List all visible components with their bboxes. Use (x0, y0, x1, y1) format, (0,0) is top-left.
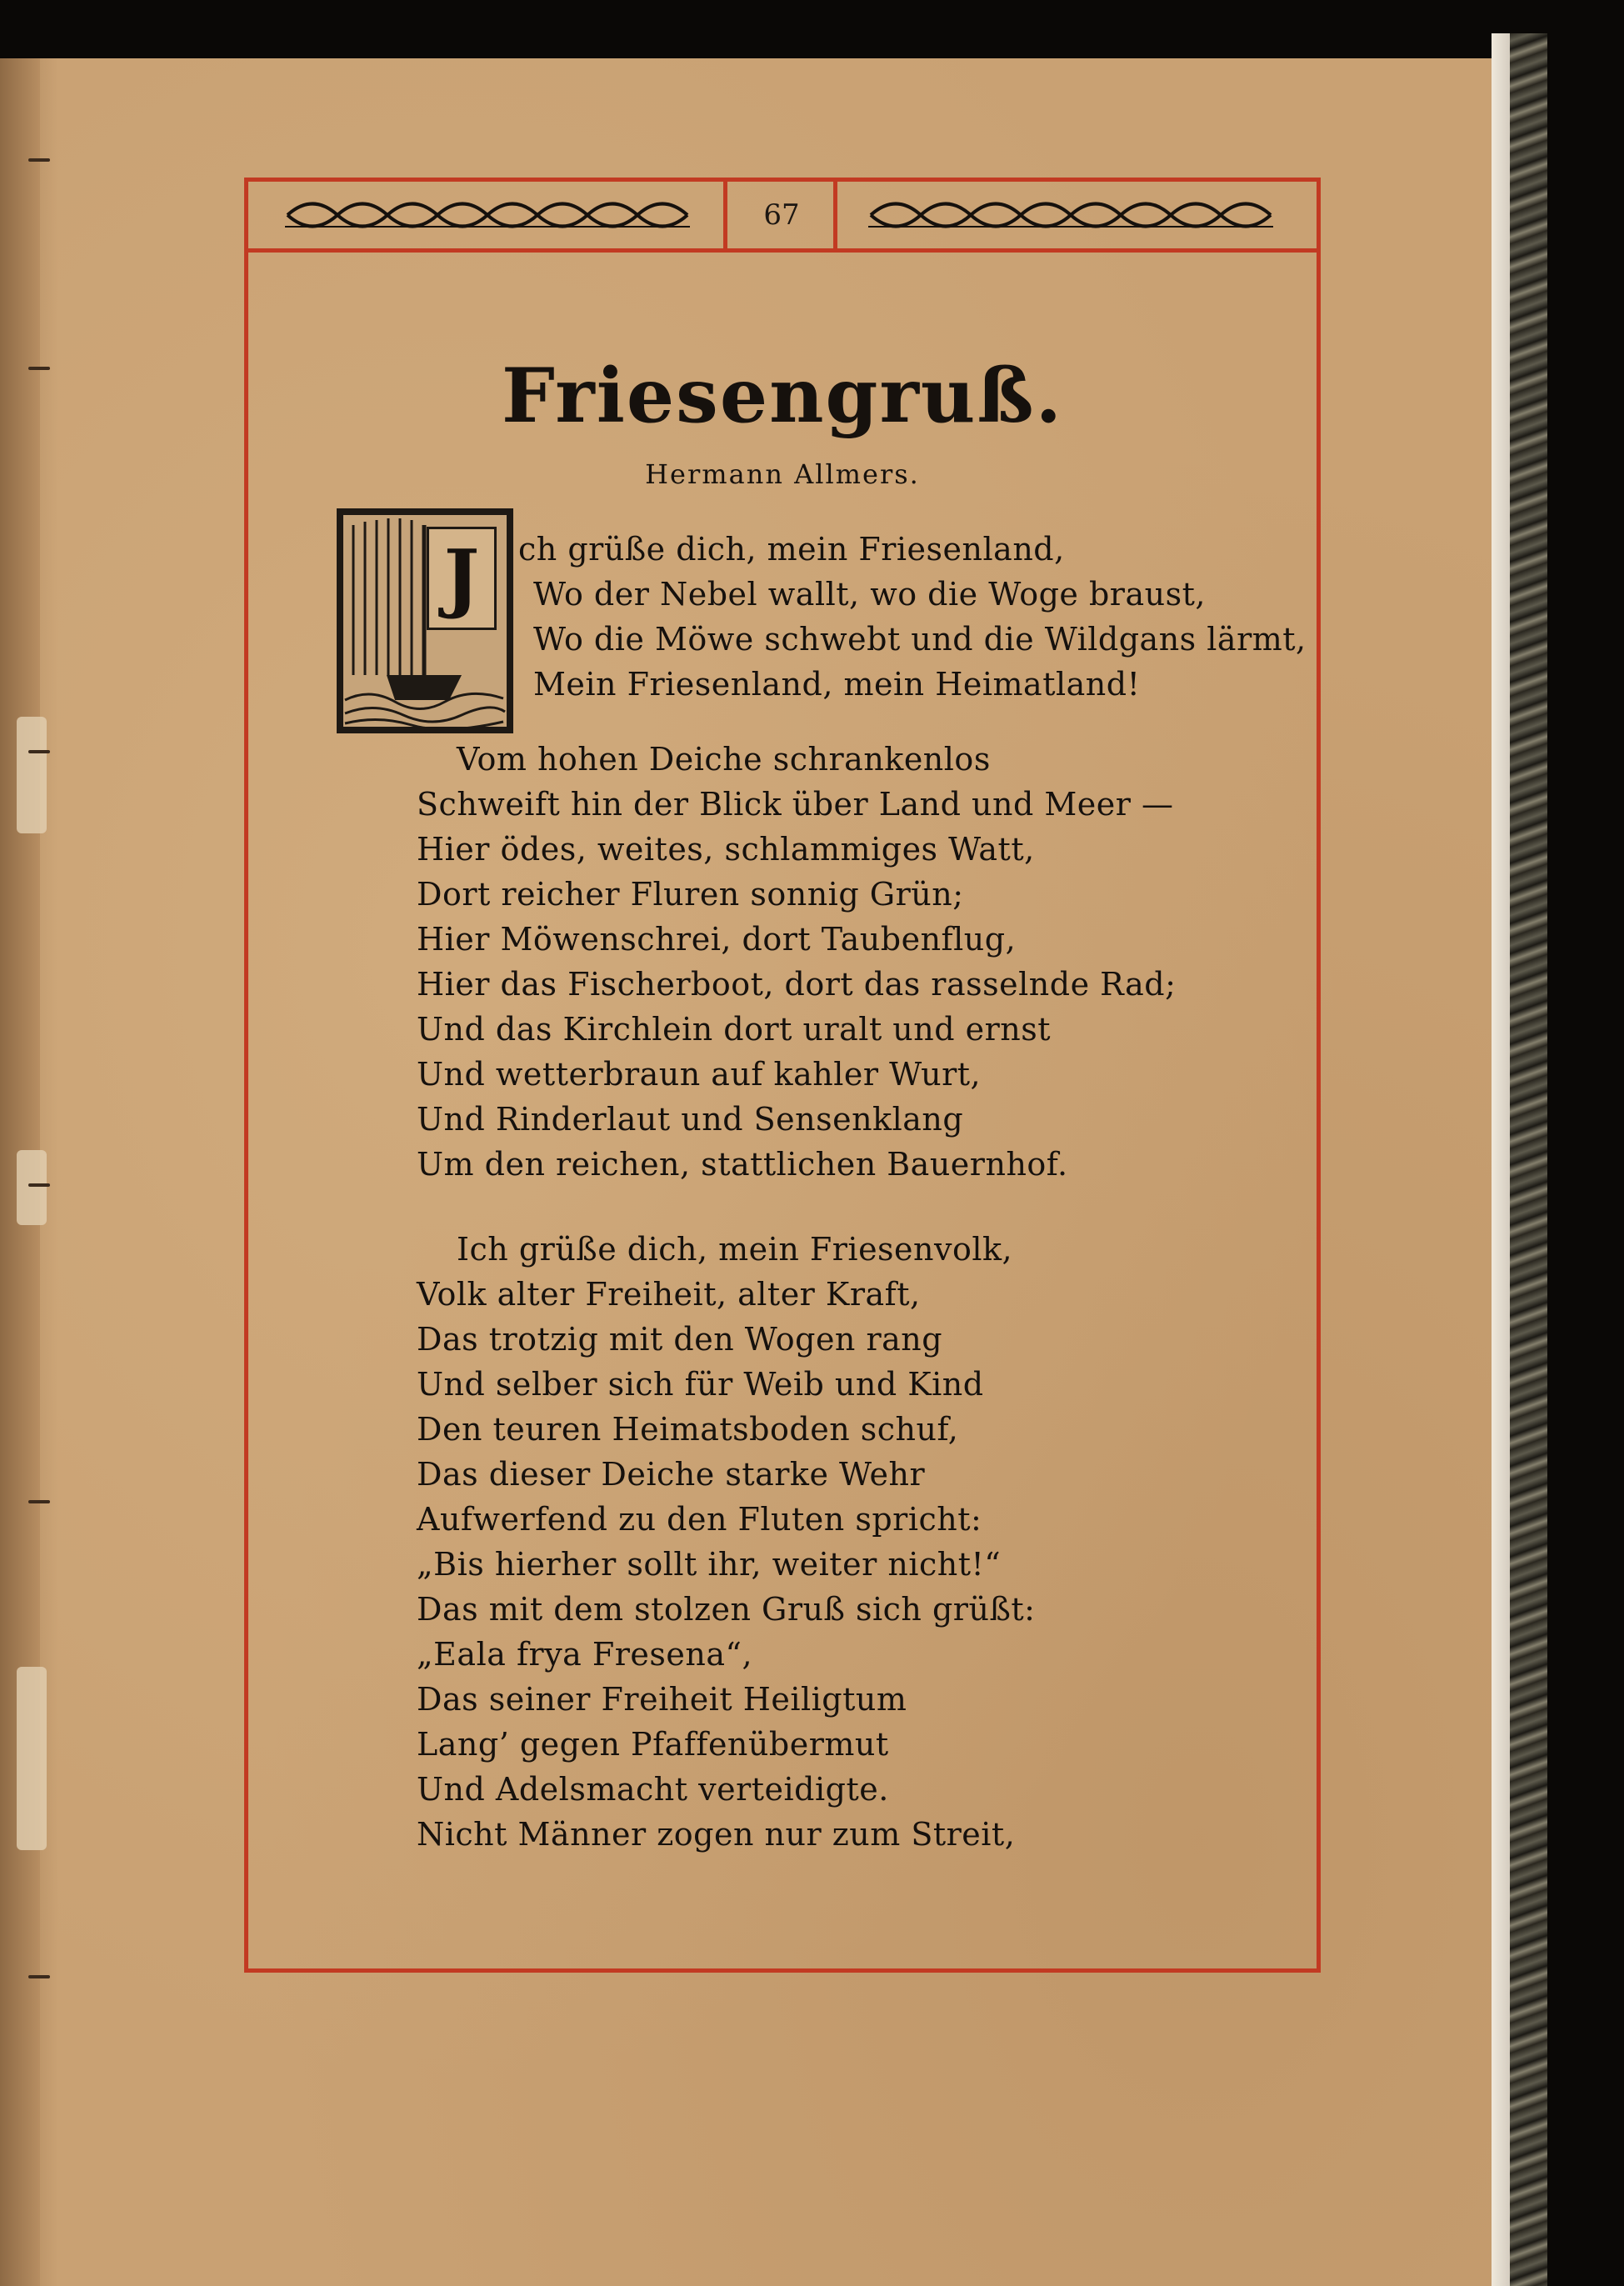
torn-margin (17, 1150, 47, 1225)
poem-title: Friesengruß. (501, 352, 1064, 440)
poem-line: Hier ödes, weites, schlammiges Watt, (417, 831, 1035, 868)
drop-cap-letter: J (427, 527, 497, 630)
poem-line: Das dieser Deiche starke Wehr (417, 1456, 926, 1493)
poem-line: Schweift hin der Blick über Land und Meer — (417, 786, 1174, 823)
header-ornament-right (867, 198, 1275, 232)
poem-author: Hermann Allmers. (645, 458, 920, 490)
poem-line: Und wetterbraun auf kahler Wurt, (417, 1056, 982, 1093)
page-block-edge (1492, 33, 1510, 2286)
binding-stitch (28, 1500, 50, 1503)
poem-line: Hier Möwenschrei, dort Taubenflug, (417, 921, 1017, 958)
poem-line: ch grüße dich, mein Friesenland, (518, 531, 1065, 568)
binding-stitch (28, 750, 50, 753)
poem-line: Volk alter Freiheit, alter Kraft, (417, 1276, 921, 1313)
poem-line: Hier das Fischerboot, dort das rasselnde Rad; (417, 966, 1177, 1003)
poem-line: Dort reicher Fluren sonnig Grün; (417, 876, 964, 913)
torn-margin (17, 717, 47, 833)
header-ornament-left (283, 198, 692, 232)
poem-line: „Eala frya Fresena“, (417, 1636, 753, 1673)
poem-line: Wo der Nebel wallt, wo die Woge braust, (533, 576, 1206, 613)
poem-line: Das mit dem stolzen Gruß sich grüßt: (417, 1591, 1036, 1628)
header-divider-right (833, 178, 837, 253)
marbled-cover-edge (1510, 33, 1547, 2286)
poem-line: Wo die Möwe schwebt und die Wildgans lärmt, (533, 621, 1307, 658)
poem-line: Nicht Männer zogen nur zum Streit, (417, 1816, 1016, 1853)
poem-line: Aufwerfend zu den Fluten spricht: (417, 1501, 982, 1538)
poem-line: Und selber sich für Weib und Kind (417, 1366, 984, 1403)
poem-line: Das trotzig mit den Wogen rang (417, 1321, 943, 1358)
torn-margin (17, 1667, 47, 1850)
binding-stitch (28, 1975, 50, 1978)
poem-line: Vom hohen Deiche schrankenlos (457, 741, 991, 778)
header-divider-left (723, 178, 727, 253)
binding-stitch (28, 1183, 50, 1187)
binding-stitch (28, 158, 50, 162)
poem-line: Ich grüße dich, mein Friesenvolk, (457, 1231, 1013, 1268)
poem-line: Und Rinderlaut und Sensenklang (417, 1101, 964, 1138)
poem-line: „Bis hierher sollt ihr, weiter nicht!“ (417, 1546, 1002, 1583)
poem-line: Den teuren Heimatsboden schuf, (417, 1411, 959, 1448)
page-number: 67 (763, 198, 800, 232)
poem-line: Lang’ gegen Pfaffenübermut (417, 1726, 889, 1763)
binding-stitch (28, 367, 50, 370)
poem-line: Das seiner Freiheit Heiligtum (417, 1681, 907, 1718)
poem-line: Und das Kirchlein dort uralt und ernst (417, 1011, 1052, 1048)
poem-line: Mein Friesenland, mein Heimatland! (533, 666, 1141, 703)
poem-line: Um den reichen, stattlichen Bauernhof. (417, 1146, 1068, 1183)
poem-line: Und Adelsmacht verteidigte. (417, 1771, 889, 1808)
